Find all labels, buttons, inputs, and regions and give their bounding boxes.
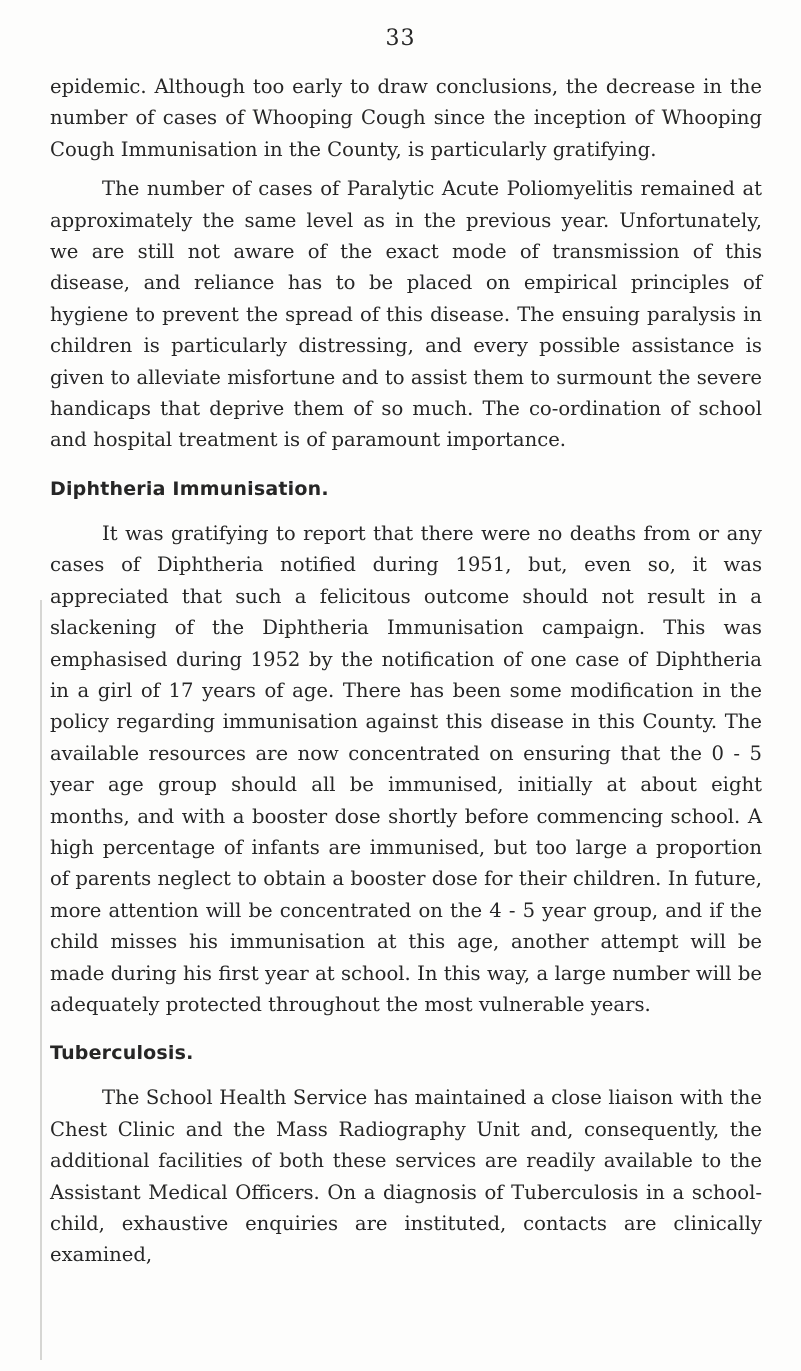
diphtheria-heading: Diphtheria Immunisation.: [50, 477, 329, 500]
page-body: [50, 71, 762, 1271]
intro-paragraph: epidemic. Although too early to draw conclusions, the decrease in the number of cases of Whooping Cough since the inception of Whooping Cough Immunisation in the County, is particularly gratifying.: [50, 75, 762, 161]
tuberculosis-heading: Tuberculosis.: [50, 1042, 194, 1065]
poliomyelitis-paragraph: The number of cases of Paralytic Acute Poliomyelitis remained at approximately the same level as in the previous year. Unfortunately, we are still not aware of the exact mode of transmission of this disease, and reliance has to be placed on empirical principles of hygiene to prevent the spread of this disease. The ensuing paralysis in children is particularly distressing, and every possible assistance is given to alleviate misfortune and to assist them to surmount the severe handicaps that deprive them of so much. The co-ordination of school and hospital treatment is of paramount importance.: [50, 177, 762, 452]
tuberculosis-paragraph: The School Health Service has maintained a close liaison with the Chest Clinic and the Mass Radiography Unit and, consequently, the additional facilities of both these services are readily available to the Assistant Medical Officers. On a diagnosis of Tuberculosis in a school-child, exhaustive enquiries are instituted, contacts are clinically examined,: [50, 1086, 762, 1267]
page-number: 33: [385, 26, 416, 51]
diphtheria-paragraph: It was gratifying to report that there were no deaths from or any cases of Diphtheria notified during 1951, but, even so, it was appreciated that such a felicitous outcome should not result in a slackening of the Diphtheria Immunisation campaign. This was emphasised during 1952 by the notification of one case of Diphtheria in a girl of 17 years of age. There has been some modification in the policy regarding immunisation against this disease in this County. The available resources are now concentrated on ensuring that the 0 - 5 year age group should all be immunised, initially at about eight months, and with a booster dose shortly before commencing school. A high percentage of infants are immunised, but too large a proportion of parents neglect to obtain a booster dose for their children. In future, more attention will be concentrated on the 4 - 5 year group, and if the child misses his immunisation at this age, another attempt will be made during his first year at school. In this way, a large number will be adequately protected throughout the most vulnerable years.: [50, 521, 762, 1016]
binding-edge-shadow: [40, 600, 42, 1360]
